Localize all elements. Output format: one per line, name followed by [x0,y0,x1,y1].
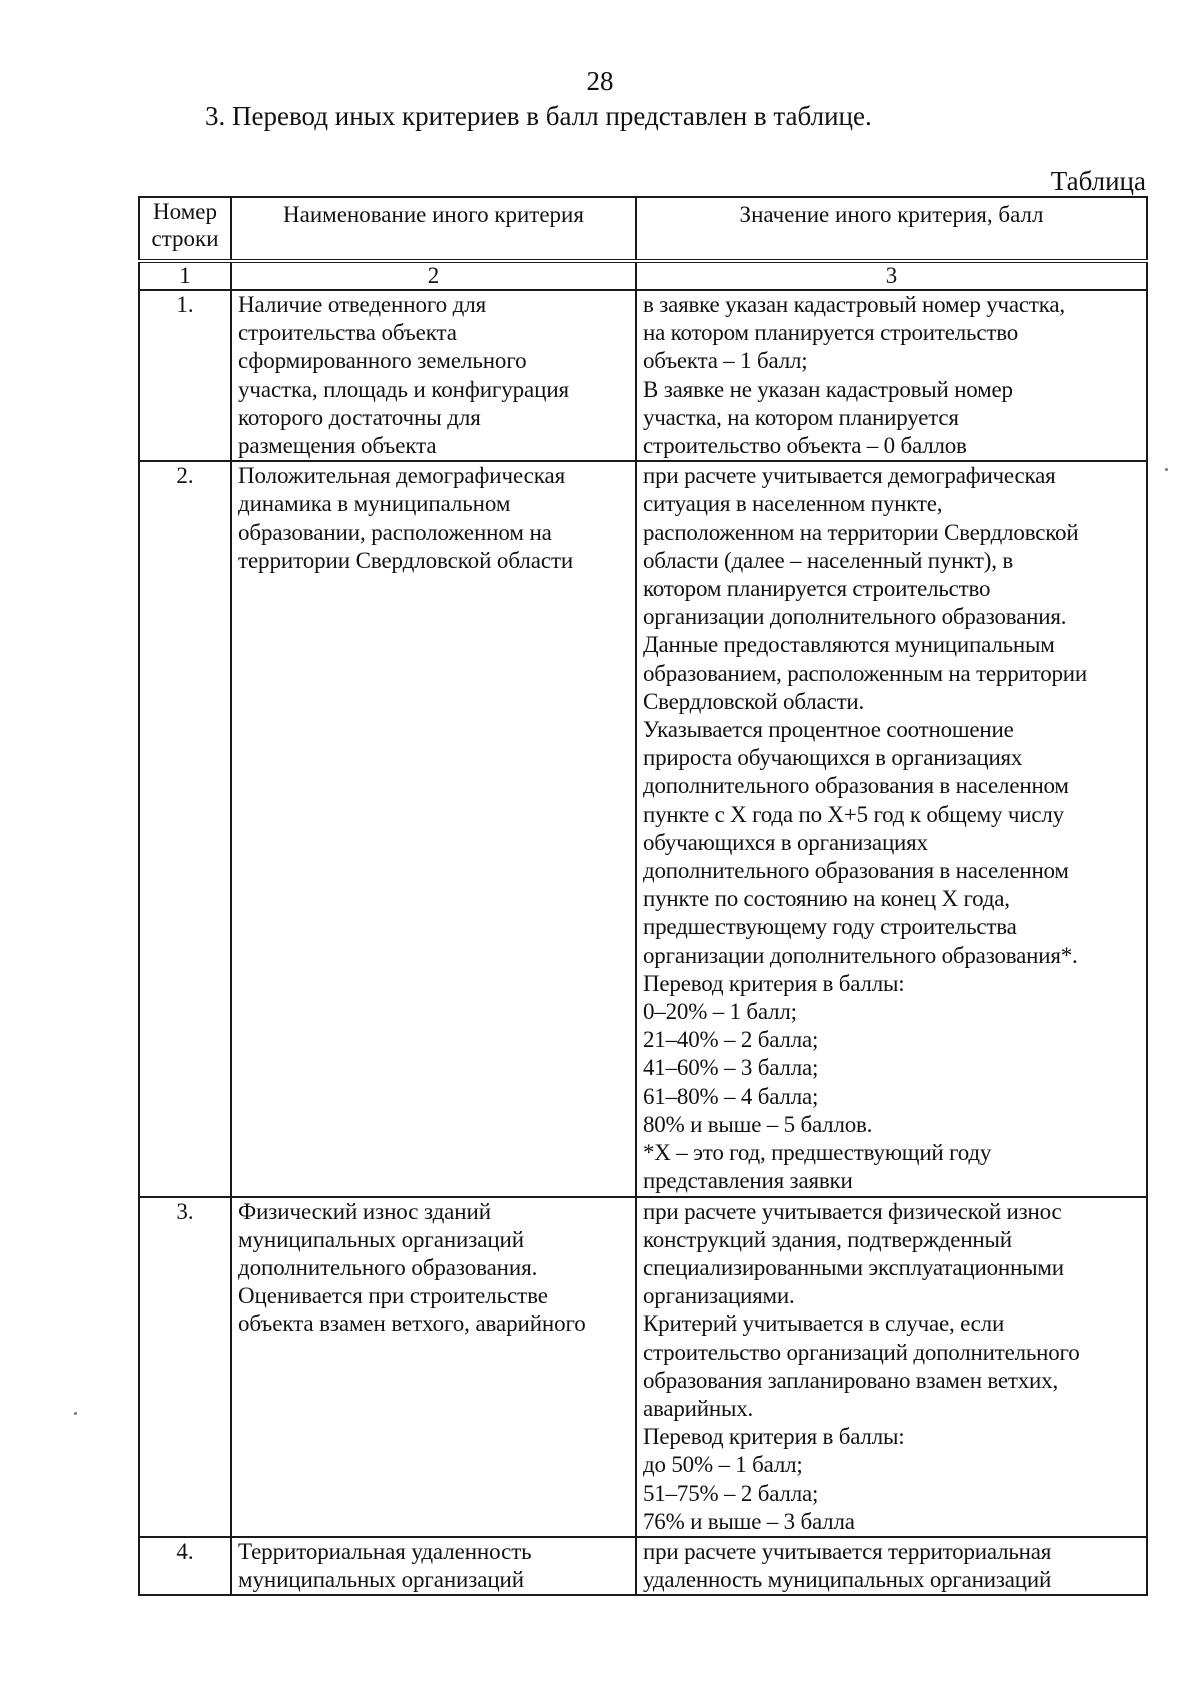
criterion-value-line: Перевод критерия в баллы: [643,1424,905,1450]
criterion-value-line: при расчете учитывается территориальная [643,1538,1052,1564]
criterion-value-line: области (далее – населенный пункт), в [643,547,1013,573]
criterion-value-line: котором планируется строительство [643,576,991,602]
criterion-value [636,1197,1147,1537]
criterion-value-line: организации дополнительного образования*. [643,942,1078,968]
criterion-name-line: образовании, расположенном на [238,519,552,545]
criterion-name-line: дополнительного образования. [238,1254,538,1280]
criterion-value-line: 51–75% – 2 балла; [643,1480,819,1506]
criterion-value-line: ситуация в населенном пункте, [643,491,943,517]
criterion-value-line: строительство организаций дополнительного [643,1339,1080,1365]
criterion-value-line: образованием, расположенным на территории [643,660,1088,686]
criterion-value-line: Критерий учитывается в случае, если [643,1311,1005,1337]
scan-speck [1165,468,1168,471]
criterion-name-line: муниципальных организаций [238,1567,524,1593]
column-number: 1 [139,261,231,290]
criterion-name-line: Физический износ зданий [238,1198,491,1224]
header-cell-criterion-value: Значение иного критерия, балл [636,197,1147,261]
criterion-value-line: Указывается процентное соотношение [643,717,1014,743]
row-number: 2. [139,461,231,1196]
criterion-value-line: в заявке указан кадастровый номер участка, [643,292,1065,317]
criterion-value-line: представления заявки [643,1168,853,1194]
criterion-value-line: прироста обучающихся в организациях [643,745,1023,771]
criterion-value-line: до 50% – 1 балл; [643,1452,803,1478]
column-number-row [139,261,1147,290]
criterion-name-line: Оценивается при строительстве [238,1283,548,1309]
criterion-value-line: 61–80% – 4 балла; [643,1083,819,1109]
column-number: 3 [636,261,1147,290]
criterion-name-line: Наличие отведенного для [238,292,487,317]
criterion-name-line: динамика в муниципальном [238,491,511,517]
criterion-name-line: сформированного земельного [238,348,527,374]
criterion-value-line: образования запланировано взамен ветхих, [643,1367,1059,1393]
criteria-table [138,196,1148,1596]
criterion-value-line: удаленность муниципальных организаций [643,1567,1052,1593]
criterion-value-line: пункте по состоянию на конец Х года, [643,886,1010,912]
criterion-value-line: 41–60% – 3 балла; [643,1055,819,1081]
scan-speck [74,1412,77,1415]
header-line: строки [151,226,219,251]
criterion-value [636,290,1147,461]
criterion-name-line: Положительная демографическая [238,463,566,489]
criterion-value-line: предшествующему году строительства [643,914,1017,940]
criterion-value-line: 0–20% – 1 балл; [643,999,797,1025]
criterion-name-line: участка, площадь и конфигурация [238,376,570,402]
criterion-value-line: пункте с Х года по Х+5 год к общему числу [643,801,1064,827]
criterion-value-line: *Х – это год, предшествующий году [643,1140,992,1166]
criterion-name-line: которого достаточны для [238,404,481,430]
criterion-name [231,1197,636,1537]
criterion-value-line: Перевод критерия в баллы: [643,970,905,996]
criterion-value-line: дополнительного образования в населенном [643,773,1069,799]
section-heading: 3. Перевод иных критериев в балл представлен в таблице. [205,101,872,131]
criterion-value-line: организациями. [643,1283,795,1309]
criterion-value-line: организации дополнительного образования. [643,604,1067,630]
column-number: 2 [231,261,636,290]
table-header-row [139,197,1147,261]
header-line: Номер [153,199,217,224]
criterion-value-line: 21–40% – 2 балла; [643,1027,819,1053]
page-number: 28 [586,66,614,96]
row-number: 1. [139,290,231,461]
table-row [139,461,1147,1196]
criterion-value-line: строительство объекта – 0 баллов [643,433,967,459]
row-number: 3. [139,1197,231,1537]
criterion-value-line: расположенном на территории Свердловской [643,519,1079,545]
criterion-value [636,1537,1147,1595]
row-number: 4. [139,1537,231,1595]
criterion-name-line: строительства объекта [238,320,457,346]
table-row [139,1537,1147,1595]
table-row [139,1197,1147,1537]
criterion-value-line: дополнительного образования в населенном [643,858,1069,884]
criterion-value-line: объекта – 1 балл; [643,348,808,374]
criterion-name-line: территории Свердловской области [238,547,574,573]
criterion-value-line: аварийных. [643,1395,754,1421]
table-label: Таблица [1050,166,1146,196]
criterion-value-line: Свердловской области. [643,688,865,714]
criterion-value-line: специализированными эксплуатационными [643,1254,1064,1280]
criterion-name-line: объекта взамен ветхого, аварийного [238,1311,586,1337]
criterion-value-line: при расчете учитывается демографическая [643,463,1056,489]
criterion-name-line: размещения объекта [238,433,437,459]
criterion-value-line: участка, на котором планируется [643,404,959,430]
header-cell-row-number [139,197,231,261]
criterion-name [231,290,636,461]
criterion-value-line: при расчете учитывается физической износ [643,1198,1062,1224]
criterion-name [231,1537,636,1595]
criterion-value-line: обучающихся в организациях [643,829,928,855]
criterion-value-line: 80% и выше – 5 баллов. [643,1111,873,1137]
header-cell-criterion-name: Наименование иного критерия [231,197,636,261]
criterion-name-line: Территориальная удаленность [238,1538,532,1564]
criterion-name-line: муниципальных организаций [238,1226,524,1252]
criterion-value-line: на котором планируется строительство [643,320,1019,346]
criterion-value-line: конструкций здания, подтвержденный [643,1226,1012,1252]
criterion-name [231,461,636,1196]
table-row [139,290,1147,461]
criterion-value-line: 76% и выше – 3 балла [643,1508,855,1534]
criterion-value [636,461,1147,1196]
criterion-value-line: Данные предоставляются муниципальным [643,632,1055,658]
criterion-value-line: В заявке не указан кадастровый номер [643,376,1013,402]
criteria-table-body [139,197,1147,1595]
